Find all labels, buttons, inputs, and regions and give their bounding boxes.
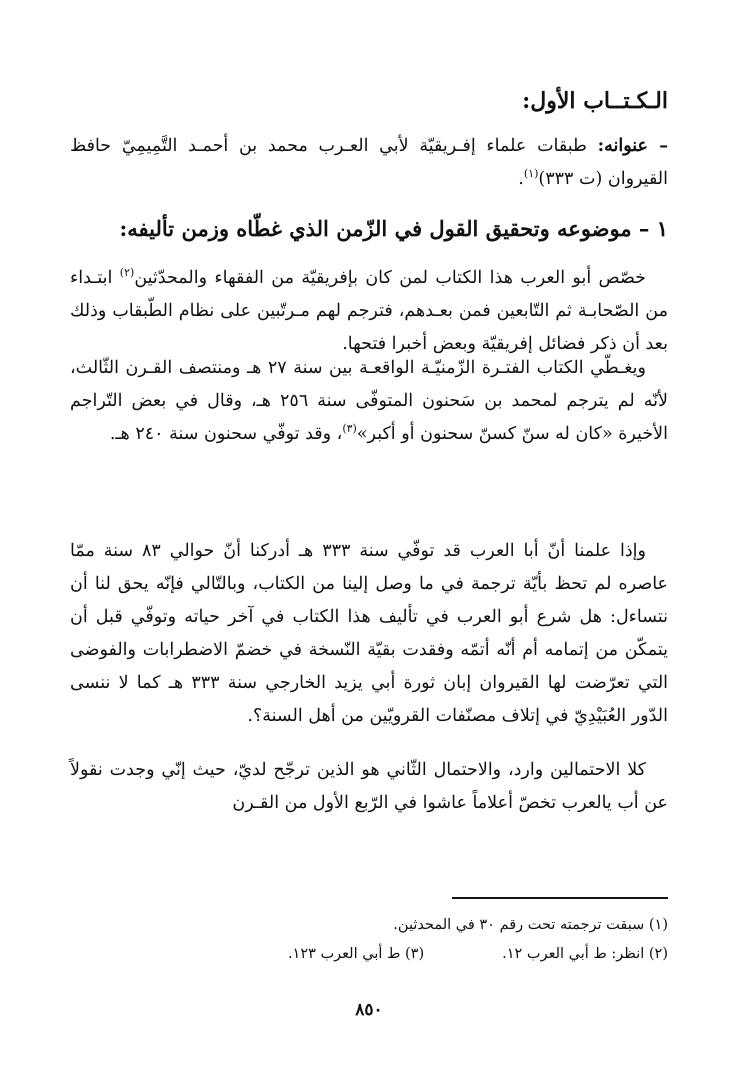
paragraph-3	[70, 535, 668, 733]
footnote-1: (١) سبقت ترجمته تحت رقم ٣٠ في المحدثين.	[393, 917, 668, 933]
paragraph-4	[70, 754, 668, 820]
footnote-ref-1[interactable]: (١)	[523, 167, 539, 181]
book-heading: الـكـتــاب الأول:	[522, 88, 668, 114]
footnote-row-2	[70, 943, 668, 965]
paragraph-3-text: وإذا علمنا أنّ أبا العرب قد توفّي سنة ٣٣٣ هـ أدركنا أنّ حوالي ٨٣ سنة ممّا عاصره لم تحظ بأيّة ترجمة في ما وصل إلينا من الكتاب، وبالتّالي فإنّه يحق لنا أن نتساءل: هل شرع أبو العرب في تأليف هذا الكتاب في آخر حياته وتوفّي قبل أن يتمكّن من إتمامه أم أنّه أتمّه وفقدت بقيّة النّسخة في خضمّ الاضطرابات والفوضى التي تعرّضت لها القيروان إبان ثورة أبي يزيد الخارجي سنة ٣٣٣ هـ كما لا ننسى الدّور العُبَيْدِيّ في إتلاف مصنّفات القرويّين من أهل السنة؟.	[70, 541, 669, 726]
page-number: ٨٥٠	[355, 1000, 383, 1020]
footnote-ref-3[interactable]: (٣)	[342, 422, 357, 436]
footnote-2: (٢) انظر: ط أبي العرب ١٢.	[502, 946, 668, 962]
paragraph-2	[70, 352, 668, 451]
title-end: .	[518, 169, 524, 189]
paragraph-4-text: كلا الاحتمالين وارد، والاحتمال الثّاني هو الذين ترجّح لديّ، حيث إنّي وجدت نقولاً عن أب يالعرب تخصّ أعلاماً عاشوا في الرّبع الأول من القـرن	[70, 760, 668, 813]
section-heading: ١ – موضوعه وتحقيق القول في الزّمن الذي غطّاه وزمن تأليفه:	[119, 216, 668, 241]
paragraph-1-text-a: خصّص أبو العرب هذا الكتاب لمن كان بإفريقيّة من الفقهاء والمحدّثين	[134, 268, 646, 288]
book-title-paragraph	[70, 130, 668, 196]
footnote-3: (٣) ط أبي العرب ١٢٣.	[287, 946, 425, 962]
title-label: – عنوانه:	[597, 136, 668, 156]
footnote-divider	[452, 897, 668, 899]
paragraph-1	[70, 262, 668, 361]
title-text: طبقات علماء إفـريقيّة لأبي العـرب محمد بن أحمـد التَّمِيمِيّ حافظ القيروان (ت ٣٣٣)	[70, 136, 668, 189]
footnote-ref-2[interactable]: (٢)	[119, 266, 135, 280]
paragraph-1-text-b: ابتـداء من الصّحابـة ثم التّابعين فمن بعـدهم، فترجم لهم مـرتّبين على نظام الطّبقاب وذلك بعد أن ذكر فضائل إفريقيّة وبعض أخبرا فتحها.	[70, 268, 668, 354]
paragraph-2-text-a: ويغـطّي الكتاب الفتـرة الزّمنيّـة الواقعـة بين سنة ٢٧ هـ ومنتصف القـرن الثّالث، لأنّه لم يترجم لمحمد بن سَحنون المتوفّى سنة ٢٥٦ هـ، وقال في بعض التّراجم الأخيرة «كان له سنّ كسنّ سحنون أو أكبر»	[70, 358, 668, 444]
paragraph-2-text-b: ، وقد توفّي سحنون سنة ٢٤٠ هـ.	[109, 424, 343, 444]
